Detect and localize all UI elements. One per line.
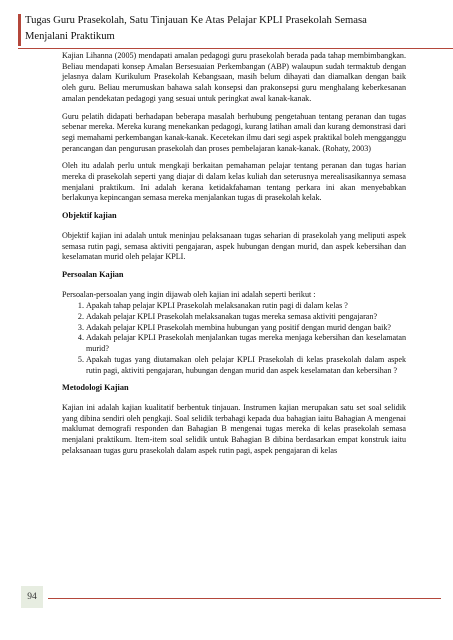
heading-persoalan-kajian: Persoalan Kajian [62, 269, 124, 279]
list-item: 5. Apakah tugas yang diutamakan oleh pelajar KPLI Prasekolah di kelas prasekolah dalam aspek rutin pagi, aktiviti pengajaran, hubungan dengan murid dan aspek keselamatan dan kebersihan ? [86, 355, 406, 376]
paragraph-objektif: Objektif kajian ini adalah untuk meninjau pelaksanaan tugas seharian di prasekolah yang meliputi aspek semasa rutin pagi, semasa aktiviti pengajaran, aspek hubungan dengan murid, dan aspek kebersihan dan keselamatan murid oleh pelajar KPLI. [62, 230, 406, 262]
header-title-line-2: Menjalani Praktikum [25, 31, 115, 42]
body-text [62, 51, 406, 464]
header-rule [18, 48, 453, 49]
list-item: 1. Apakah tahap pelajar KPLI Prasekolah melaksanakan rutin pagi di dalam kelas ? [86, 301, 406, 312]
paragraph-guru-pelatih: Guru pelatih didapati berhadapan beberapa masalah berhubung pengetahuan tentang peranan dan tugas sebenar mereka. Mereka kurang menekankan pedagogi, kurang latihan amali dan kurang demonstrasi dari segi memahami perkembangan kanak-kanak. Kecetekan ilmu dari segi aspek praktikal boleh mengganggu perancangan dan pengurusan prasekolah dan proses pembelajaran kanak-kanak. (Rohaty, 2003) [62, 111, 406, 153]
persoalan-list [62, 301, 406, 376]
header-title-line-1: Tugas Guru Prasekolah, Satu Tinjauan Ke Atas Pelajar KPLI Prasekolah Semasa [25, 15, 367, 26]
header-title [25, 13, 435, 45]
persoalan-intro: Persoalan-persoalan yang ingin dijawab oleh kajian ini adalah seperti berikut : [62, 289, 316, 299]
list-item: 3. Adakah pelajar KPLI Prasekolah membina hubungan yang positif dengan murid dengan baik? [86, 323, 406, 334]
page-number: 94 [21, 586, 43, 608]
header-accent-bar [18, 14, 21, 46]
list-item: 4. Adakah pelajar KPLI Prasekolah menjalankan tugas mereka menjaga kebersihan dan keselamatan murid? [86, 333, 406, 354]
heading-metodologi-kajian: Metodologi Kajian [62, 383, 129, 393]
paragraph-oleh-itu: Oleh itu adalah perlu untuk mengkaji berkaitan pemahaman pelajar tentang peranan dan tugas harian mereka di prasekolah seperti yang diajar di dalam kelas kuliah dan seterusnya merealisasikannya semasa menjalani praktikum. Ini adalah kerana ketidakfahaman tentang perkara ini akan menyebabkan berlakunya kepincangan semasa mereka menjalankan tugas di prasekolah kelak. [62, 161, 406, 203]
list-item: 2. Adakah pelajar KPLI Prasekolah melaksanakan tugas mereka semasa aktiviti pengajaran? [86, 312, 406, 323]
paragraph-lihanna: Kajian Lihanna (2005) mendapati amalan pedagogi guru prasekolah berada pada tahap membimbangkan. Beliau mendapati konsep Amalan Bersesuaian Perkembangan (ABP) walaupun sudah termaktub dengan jelasnya dalam Kurikulum Prasekolah Kebangsaan, masih belum dihayati dan diamalkan dengan baik oleh guru. Beliau merumuskan bahawa salah konsepsi dan prakonsepsi guru menghalang keberkesanan amalan pendekatan pedagogi yang sesuai untuk peringkat awal kanak-kanak. [62, 51, 406, 103]
heading-objektif-kajian: Objektif kajian [62, 211, 117, 221]
paragraph-metodologi: Kajian ini adalah kajian kualitatif berbentuk tinjauan. Instrumen kajian merupakan satu set soal selidik yang dibina sendiri oleh pengkaji. Soal selidik terbahagi kepada dua bahagian iaitu Bahagian A mengenai maklumat demografi responden dan Bahagian B mengenai tugas mereka di kelas prasekolah semasa menjalani praktikum. Item-item soal selidik untuk Bahagian B dibina berdasarkan empat konstruk iaitu pelaksanaan tugas guru prasekolah dalam aspek rutin pagi, aspek pengajaran di kelas [62, 402, 406, 455]
footer-rule [48, 598, 441, 599]
